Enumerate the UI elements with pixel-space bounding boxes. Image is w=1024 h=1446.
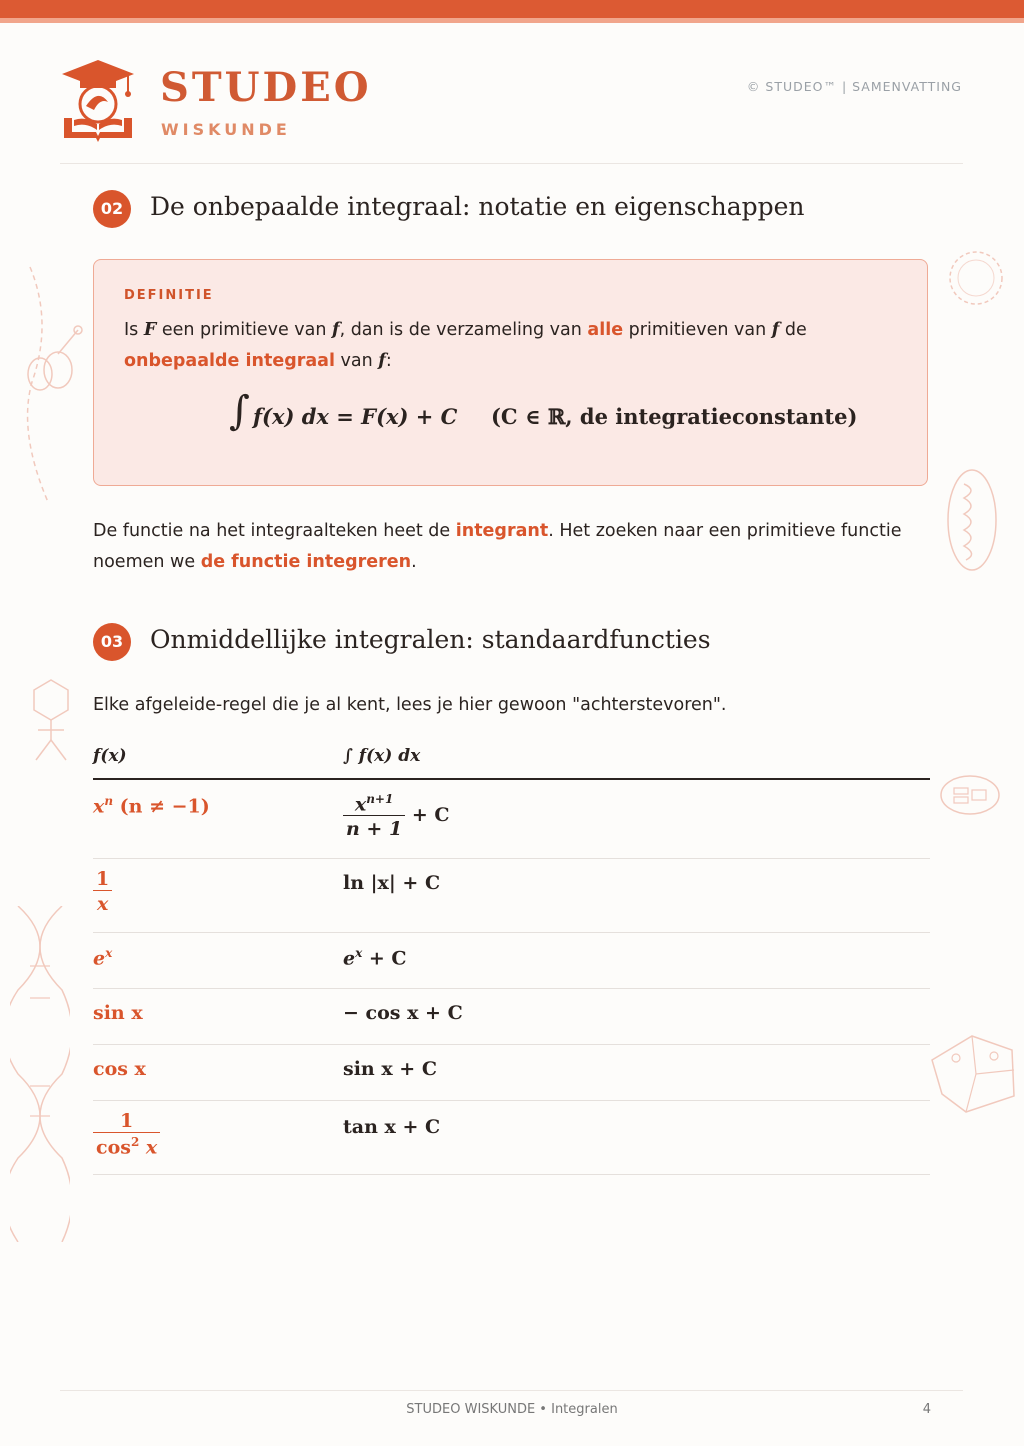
footer-text: STUDEO WISKUNDE • Integralen <box>406 1402 618 1417</box>
formula-expression: f(x) dx = F(x) + C <box>253 404 458 429</box>
battery-decoration-icon <box>938 772 1002 818</box>
section-number-badge: 03 <box>93 623 131 661</box>
table-cell-integral: sin x + C <box>343 1058 437 1080</box>
table-cell-integral: ln |x| + C <box>343 872 441 894</box>
table-cell-integral: $e^x + C$ <box>343 946 407 970</box>
column-header-integral: ∫ f(x) dx <box>343 746 421 766</box>
table-cell-function: $x^n$ (n ≠ −1) <box>93 794 210 818</box>
graduation-book-logo-icon <box>60 58 136 142</box>
section-number-badge: 02 <box>93 190 131 228</box>
table-cell-function: sin x <box>93 1002 143 1024</box>
figure-decoration-icon <box>28 676 74 766</box>
row-divider <box>93 1100 930 1101</box>
brand-subject: WISKUNDE <box>161 120 291 139</box>
row-divider <box>93 1044 930 1045</box>
row-divider <box>93 988 930 989</box>
copyright-notice: © STUDEO™ | SAMENVATTING <box>746 79 962 94</box>
top-accent-stripe <box>0 18 1024 23</box>
highlight-term: alle <box>587 320 624 340</box>
formula-condition: (C ∈ ℝ, de integratieconstante) <box>491 404 858 429</box>
definition-box <box>93 259 928 486</box>
dna-decoration-icon <box>10 906 70 1242</box>
table-cell-function: $\frac{1}{x}$ <box>93 868 112 915</box>
cell-decoration-icon <box>944 466 1000 574</box>
page-number: 4 <box>922 1402 931 1417</box>
highlight-term: onbepaalde integraal <box>124 351 335 371</box>
table-cell-integral: tan x + C <box>343 1116 441 1138</box>
table-cell-integral: $\frac{x^{n+1}}{n + 1}$ + C <box>343 792 449 840</box>
section-title: De onbepaalde integraal: notatie en eigenschappen <box>150 192 805 221</box>
row-divider <box>93 932 930 933</box>
footer-divider <box>60 1390 963 1391</box>
row-divider <box>93 858 930 859</box>
brand-name: STUDEO <box>160 64 372 111</box>
integrant-paragraph: De functie na het integraalteken heet de integrant. Het zoeken naar een primitieve functie noemen we de functie integreren. <box>93 521 902 572</box>
table-cell-function: cos x <box>93 1058 146 1080</box>
highlight-term: de functie integreren <box>200 552 412 572</box>
section-title: Onmiddellijke integralen: standaardfuncties <box>150 625 711 654</box>
section-intro: Elke afgeleide-regel die je al kent, lees je hier gewoon "achterstevoren". <box>93 695 727 715</box>
highlight-term: integrant <box>455 521 549 541</box>
top-accent-bar <box>0 0 1024 18</box>
definition-text: Is F een primitieve van f, dan is de verzameling van alle primitieven van f de onbepaalde integraal van f: <box>124 320 807 371</box>
column-header-function: f(x) <box>93 746 127 766</box>
table-cell-function: $e^x$ <box>93 946 113 970</box>
map-decoration-icon <box>926 1030 1020 1116</box>
science-decoration-icon <box>18 262 88 512</box>
row-divider <box>93 1174 930 1175</box>
circle-decoration-icon <box>946 248 1006 308</box>
integral-sign: ∫ <box>229 388 250 434</box>
table-cell-integral: − cos x + C <box>343 1002 463 1024</box>
table-cell-function: $\frac{1}{\cos^2 x}$ <box>93 1110 160 1158</box>
definition-label: DEFINITIE <box>124 288 214 303</box>
header-divider <box>60 163 963 164</box>
header-rule <box>93 778 930 780</box>
